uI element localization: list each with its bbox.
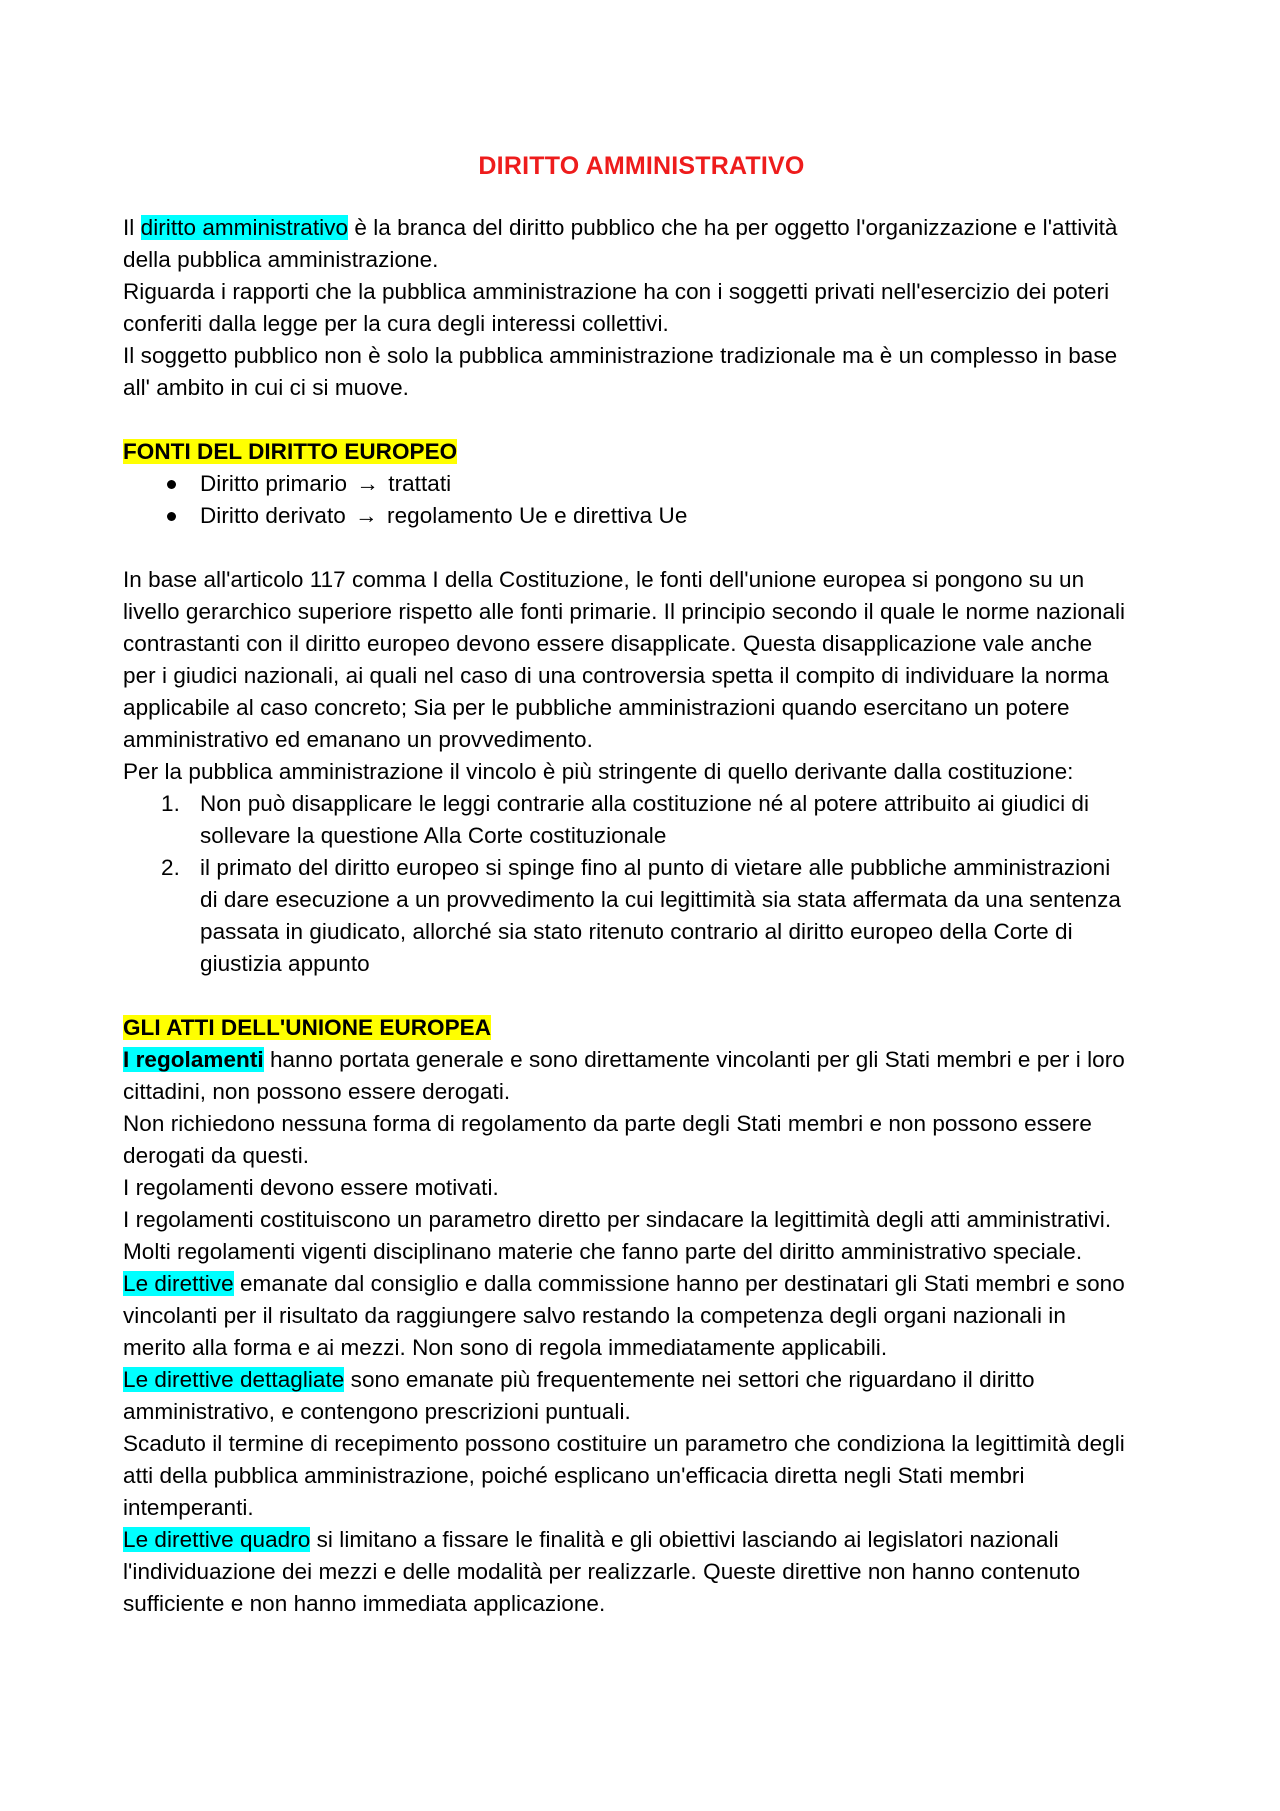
atti-paragraph-direttive	[123, 1268, 1130, 1364]
fonti-paragraph-2: Per la pubblica amministrazione il vincolo è più stringente di quello derivante dalla costituzione:	[123, 759, 1074, 784]
fonti-numbered-list	[123, 788, 1130, 980]
bullet-left: Diritto derivato	[200, 503, 346, 528]
fonti-bullet-list	[123, 468, 1130, 532]
intro-section	[123, 212, 1130, 404]
highlight-direttive-dettagliate: Le direttive dettagliate	[123, 1367, 345, 1392]
atti-heading-text: GLI ATTI DELL'UNIONE EUROPEA	[123, 1015, 492, 1040]
bullet-icon	[167, 480, 176, 489]
list-item	[123, 500, 1130, 532]
atti-paragraph-dettagliate	[123, 1364, 1130, 1428]
list-item	[123, 852, 1130, 980]
atti-paragraph-4: I regolamenti costituiscono un parametro diretto per sindacare la legittimità degli atti amministrativi.	[123, 1207, 1112, 1232]
highlight-direttive-quadro: Le direttive quadro	[123, 1527, 311, 1552]
atti-heading	[123, 1012, 1130, 1044]
highlight-regolamenti: I regolamenti	[123, 1047, 264, 1072]
atti-paragraph-3: I regolamenti devono essere motivati.	[123, 1175, 499, 1200]
fonti-section	[123, 436, 1130, 980]
atti-section	[123, 1012, 1130, 1620]
list-number: 2.	[161, 855, 180, 880]
bullet-left: Diritto primario	[200, 471, 348, 496]
regolamenti-text: hanno portata generale e sono direttamente vincolanti per gli Stati membri e per i loro cittadini, non possono essere derogati.	[123, 1047, 1125, 1104]
direttive-text: emanate dal consiglio e dalla commissione hanno per destinatari gli Stati membri e sono vincolanti per il risultato da raggiungere salvo restando la competenza degli organi nazionali in merito alla forma e ai mezzi. Non sono di regola immediatamente applicabili.	[123, 1271, 1125, 1360]
list-item	[123, 468, 1130, 500]
highlight-diritto-amministrativo: diritto amministrativo	[140, 215, 349, 240]
spacer	[123, 404, 1130, 436]
intro-paragraph-1	[123, 212, 1130, 276]
intro-paragraph-2: Riguarda i rapporti che la pubblica amministrazione ha con i soggetti privati nell'esercizio dei poteri conferiti dalla legge per la cura degli interessi collettivi.	[123, 279, 1110, 336]
fonti-heading	[123, 436, 1130, 468]
spacer	[123, 980, 1130, 1012]
bullet-right: regolamento Ue e direttiva Ue	[387, 503, 688, 528]
intro-paragraph-3: Il soggetto pubblico non è solo la pubblica amministrazione tradizionale ma è un complesso in base all' ambito in cui ci si muove.	[123, 343, 1118, 400]
document-title: DIRITTO AMMINISTRATIVO	[478, 152, 805, 180]
highlight-direttive: Le direttive	[123, 1271, 234, 1296]
fonti-paragraph-1: In base all'articolo 117 comma I della Costituzione, le fonti dell'unione europea si pongono su un livello gerarchico superiore rispetto alle fonti primarie. Il principio secondo il quale le norme nazionali contrastanti con il diritto europeo devono essere disapplicate. Questa disapplicazione vale anche per i giudici nazionali, ai quali nel caso di una controversia spetta il compito di individuare la norma applicabile al caso concreto; Sia per le pubbliche amministrazioni quando esercitano un potere amministrativo ed emanano un provvedimento.	[123, 567, 1126, 752]
quadro-text: si limitano a fissare le finalità e gli obiettivi lasciando ai legislatori nazionali l'individuazione dei mezzi e delle modalità per realizzarle. Queste direttive non hanno contenuto sufficiente e non hanno immediata applicazione.	[123, 1527, 1081, 1616]
atti-paragraph-regolamenti	[123, 1044, 1130, 1108]
atti-paragraph-quadro	[123, 1524, 1130, 1620]
list-item-text: il primato del diritto europeo si spinge fino al punto di vietare alle pubbliche amministrazioni di dare esecuzione a un provvedimento la cui legittimità sia stata affermata da una sentenza passata in giudicato, allorché sia stato ritenuto contrario al diritto europeo della Corte di giustizia appunto	[200, 855, 1121, 976]
bullet-right: trattati	[388, 471, 452, 496]
bullet-icon	[167, 512, 176, 521]
atti-paragraph-5: Molti regolamenti vigenti disciplinano materie che fanno parte del diritto amministrativo speciale.	[123, 1239, 1083, 1264]
arrow-right-icon: →	[356, 471, 379, 496]
intro-p1-pre: Il	[123, 215, 141, 240]
dettagliate-text: sono emanate più frequentemente nei settori che riguardano il diritto amministrativo, e contengono prescrizioni puntuali.	[123, 1367, 1035, 1424]
spacer	[123, 532, 1130, 564]
list-item	[123, 788, 1130, 852]
intro-p1-post: è la branca del diritto pubblico che ha per oggetto l'organizzazione e l'attività della pubblica amministrazione.	[123, 215, 1118, 272]
fonti-heading-text: FONTI DEL DIRITTO EUROPEO	[123, 439, 458, 464]
arrow-right-icon: →	[355, 503, 378, 528]
atti-paragraph-2: Non richiedono nessuna forma di regolamento da parte degli Stati membri e non possono essere derogati da questi.	[123, 1111, 1092, 1168]
list-item-text: Non può disapplicare le leggi contrarie alla costituzione né al potere attribuito ai giudici di sollevare la questione Alla Corte costituzionale	[200, 791, 1090, 848]
atti-paragraph-8: Scaduto il termine di recepimento possono costituire un parametro che condiziona la legittimità degli atti della pubblica amministrazione, poiché esplicano un'efficacia diretta negli Stati membri intemperanti.	[123, 1431, 1125, 1520]
list-number: 1.	[161, 791, 180, 816]
